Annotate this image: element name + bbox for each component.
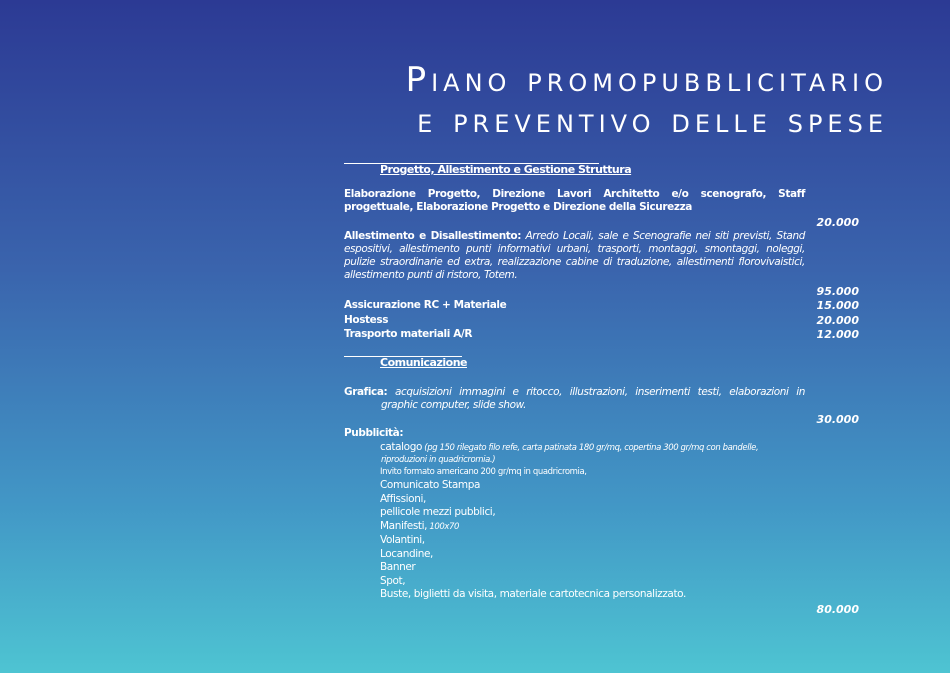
list-item: pellicole mezzi pubblici,: [380, 506, 496, 518]
item-allestimento-amount: 95.000: [816, 285, 859, 298]
catalogo-line: [380, 441, 758, 456]
list-item: Spot,: [380, 574, 406, 587]
row-hostess-label: Hostess: [344, 314, 389, 326]
item-pubblicita-amount: 80.000: [816, 603, 859, 616]
item-allestimento-label: Allestimento e Disallestimento:: [344, 230, 522, 242]
catalogo-desc-2: riproduzioni in quadricromia.): [381, 455, 496, 465]
list-item: Comunicato Stampa: [380, 479, 481, 491]
catalogo-label: catalogo: [380, 441, 422, 453]
item-progetto-amount: 20.000: [816, 216, 859, 229]
manifesti-label: Manifesti,: [380, 519, 428, 532]
item-grafica-text: [344, 386, 805, 399]
item-pubblicita-label: Pubblicità:: [344, 427, 404, 439]
invito-line: Invito formato americano 200 gr/mq in quadricromia,: [380, 467, 587, 477]
row-assicurazione-label: Assicurazione RC + Materiale: [344, 299, 507, 311]
item-grafica-desc-2: graphic computer, slide show.: [381, 399, 527, 411]
page-title-line-1: Piano promopubblicitario: [405, 60, 888, 100]
row-trasporto-amount: 12.000: [816, 328, 859, 341]
list-item: Buste, biglietti da visita, materiale cartotecnica personalizzato.: [380, 588, 686, 600]
pubblicita-list: [380, 479, 686, 602]
section-heading-progetto: Progetto, Allestimento e Gestione Struttura: [380, 163, 632, 176]
list-item: Locandine,: [380, 547, 433, 560]
row-assicurazione-amount: 15.000: [816, 299, 859, 312]
catalogo-desc: (pg 150 rilegato filo refe, carta patinata 180 gr/mq, copertina 300 gr/mq con bandelle,: [422, 443, 759, 453]
manifesti-size: 100x70: [427, 521, 460, 532]
item-allestimento-text: [344, 230, 805, 282]
item-grafica-amount: 30.000: [816, 413, 859, 426]
item-grafica-label: Grafica:: [344, 386, 388, 398]
section-heading-comunicazione: Comunicazione: [380, 356, 467, 369]
list-item-manifesti: [380, 520, 686, 535]
row-hostess-amount: 20.000: [816, 314, 859, 327]
item-progetto-text: Elaborazione Progetto, Direzione Lavori Architetto e/o scenografo, Staff progettuale, Elaborazione Progetto e Direzione della Sicurezza: [344, 188, 805, 213]
list-item: Affissioni,: [380, 492, 426, 505]
item-grafica-desc: acquisizioni immagini e ritocco, illustrazioni, inserimenti testi, elaborazioni in: [387, 386, 805, 398]
list-item: Banner: [380, 561, 416, 573]
row-trasporto-label: Trasporto materiali A/R: [344, 328, 473, 340]
item-allestimento-desc: Arredo Locali, sale e Scenografie nei siti previsti, Stand espositivi, allestimento punti informativi urbani, trasporti, montaggi, smontaggi, noleggi, pulizie straordinarie ed extra, realizzazione cabine di traduzione, allestimenti florovivaistici, allestimento punti di ristoro, Totem.: [344, 230, 805, 281]
list-item: Volantini,: [380, 534, 425, 546]
page-title-line-2: e preventivo delle spese: [417, 101, 888, 141]
